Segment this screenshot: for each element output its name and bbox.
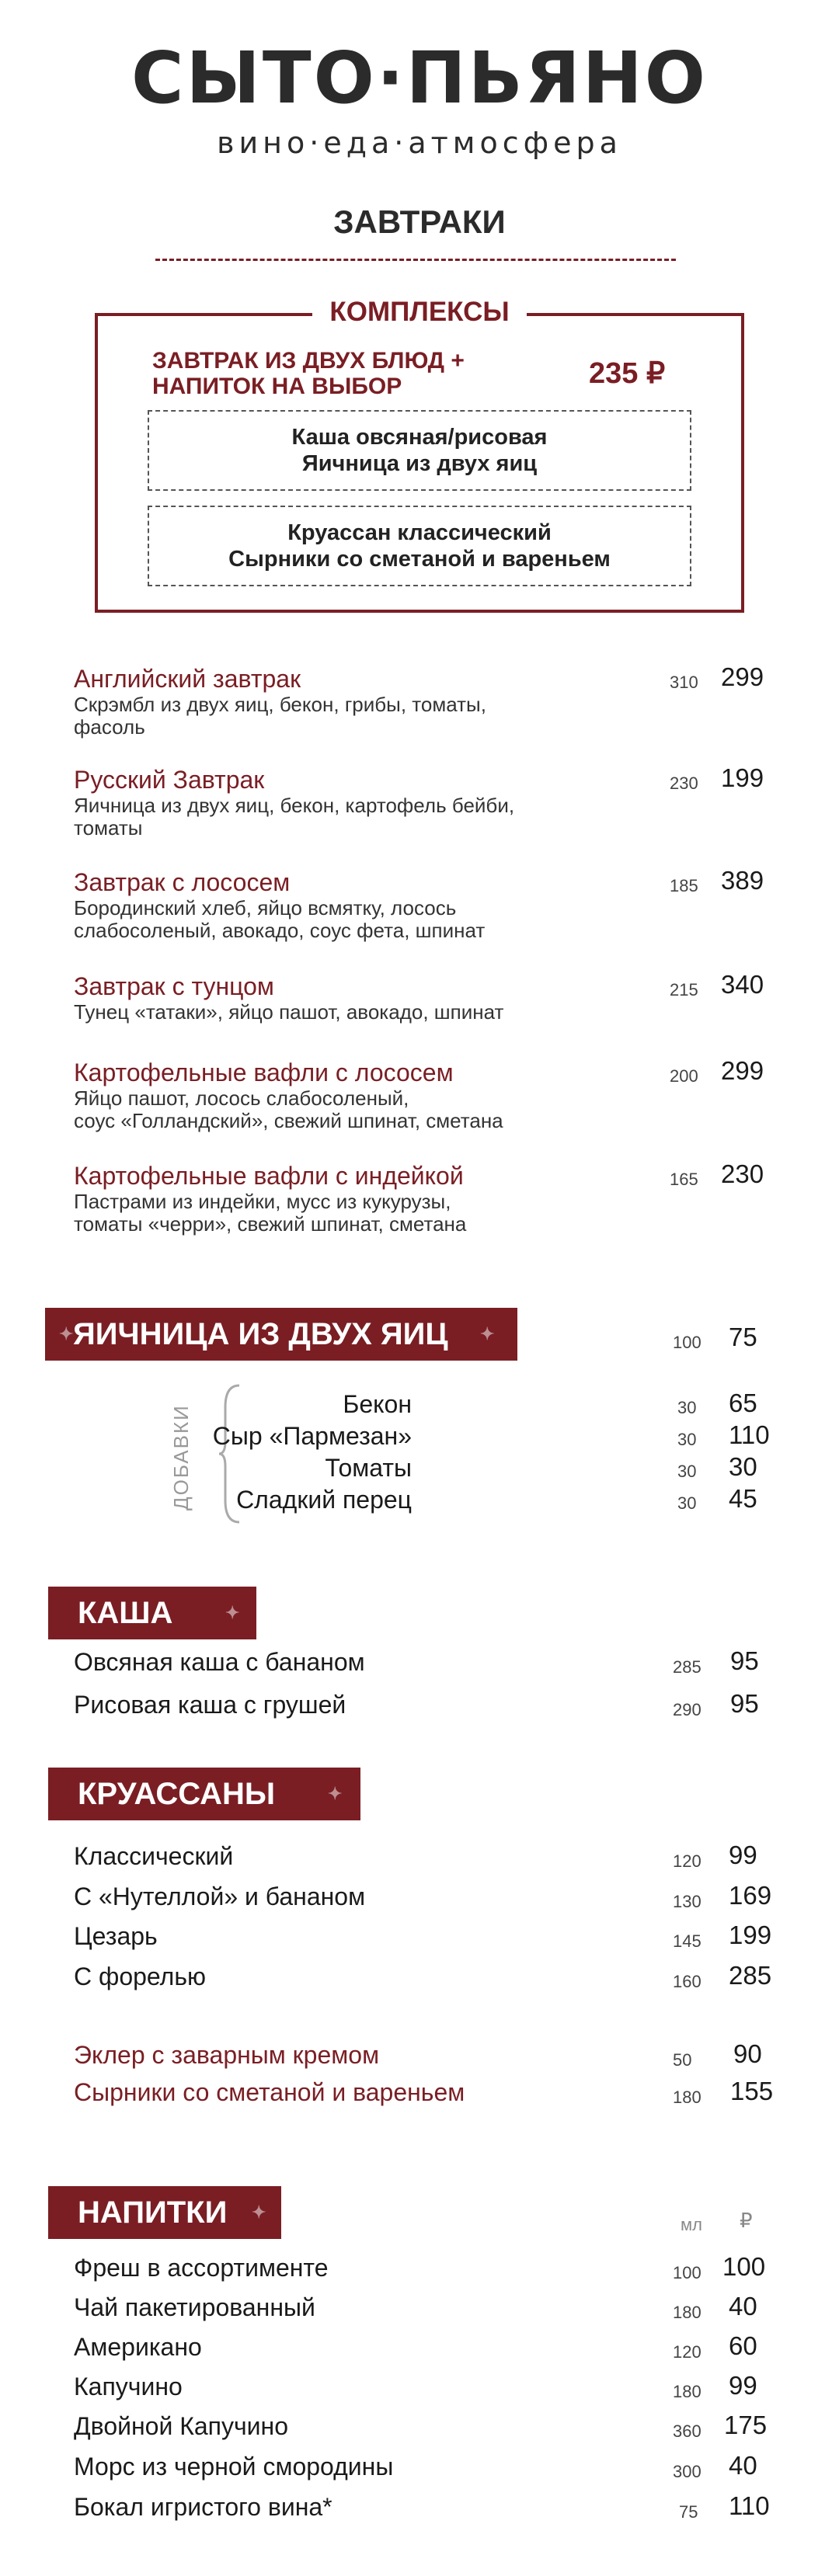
dish-description: Скрэмбл из двух яиц, бекон, грибы, томаты, фасоль <box>74 693 486 739</box>
addon-name: Томаты <box>325 1454 412 1482</box>
item-price: 95 <box>730 1689 759 1718</box>
dish-description: Бородинский хлеб, яйцо всмятку, лосось слабосоленый, авокадо, соус фета, шпинат <box>74 896 486 942</box>
item-price: 60 <box>729 2331 757 2360</box>
menu-item-name: Морс из черной смородины <box>74 2453 394 2480</box>
menu-item-name: Овсяная каша с бананом <box>74 1648 365 1676</box>
menu-item-name: Сырники со сметаной и вареньем <box>74 2078 465 2106</box>
section-title: КАША <box>78 1596 173 1630</box>
dish-weight: 185 <box>670 876 698 895</box>
section-banner-drinks <box>48 2186 281 2239</box>
menu-item-name: Капучино <box>74 2373 183 2400</box>
addon-price: 65 <box>729 1389 757 1417</box>
menu-item-name: Классический <box>74 1842 234 1870</box>
dish-description: Яйцо пашот, лосось слабосоленый, соус «Голландский», свежий шпинат, сметана <box>74 1086 503 1132</box>
item-volume: 180 <box>673 2382 701 2401</box>
dish-name: Картофельные вафли с лососем <box>74 1059 454 1086</box>
dish-weight: 310 <box>670 673 698 692</box>
menu-item-name: Американо <box>74 2333 202 2361</box>
item-volume: 180 <box>673 2303 701 2322</box>
combo-price: 235 ₽ <box>589 357 666 390</box>
dish-name: Английский завтрак <box>74 665 301 693</box>
item-weight: 145 <box>673 1931 701 1951</box>
addon-weight: 30 <box>677 1430 697 1449</box>
combo-title: КОМПЛЕКСЫ <box>0 297 839 328</box>
unit-ml: мл <box>681 2215 702 2234</box>
decor-icon: ✦ <box>480 1324 495 1344</box>
addon-weight: 30 <box>677 1462 697 1481</box>
dish-weight: 200 <box>670 1066 698 1086</box>
dish-weight: 215 <box>670 980 698 999</box>
dish-name: Завтрак с лососем <box>74 868 291 896</box>
addon-weight: 30 <box>677 1398 697 1417</box>
combo-option: Круассан классический Сырники со сметаной и вареньем <box>148 506 691 586</box>
unit-currency: ₽ <box>740 2209 753 2232</box>
addons-label: ДОБАВКИ <box>169 1404 193 1510</box>
dish-price: 340 <box>721 970 764 999</box>
item-price: 169 <box>729 1881 772 1910</box>
menu-item-name: С «Нутеллой» и бананом <box>74 1882 366 1910</box>
item-weight: 50 <box>673 2050 692 2070</box>
menu-item-name: Двойной Капучино <box>74 2412 288 2440</box>
item-price: 40 <box>729 2451 757 2480</box>
menu-item-name: Эклер с заварным кремом <box>74 2041 380 2069</box>
dish-price: 199 <box>721 763 764 792</box>
item-volume: 300 <box>673 2462 701 2481</box>
menu-item-name: Цезарь <box>74 1922 158 1950</box>
item-price: 285 <box>729 1961 772 1990</box>
item-weight: 180 <box>673 2088 701 2107</box>
dish-weight: 165 <box>670 1170 698 1189</box>
combo-option: Каша овсяная/рисовая Яичница из двух яиц <box>148 410 691 491</box>
item-weight: 120 <box>673 1851 701 1871</box>
decor-icon: ✦ <box>328 1784 343 1803</box>
section-title: ЯИЧНИЦА ИЗ ДВУХ ЯИЦ <box>73 1317 448 1351</box>
addon-price: 110 <box>729 1420 770 1449</box>
section-banner-croissants <box>48 1768 360 1820</box>
item-weight: 130 <box>673 1892 701 1911</box>
item-price: 155 <box>730 2077 774 2105</box>
item-volume: 100 <box>673 2263 701 2282</box>
dish-name: Русский Завтрак <box>74 766 265 794</box>
item-price: 99 <box>729 1841 757 1869</box>
logo: СЫТО·ПЬЯНО <box>131 37 708 120</box>
dish-name: Картофельные вафли с индейкой <box>74 1162 464 1190</box>
item-price: 199 <box>729 1921 772 1949</box>
item-volume: 360 <box>673 2421 701 2441</box>
addon-weight: 30 <box>677 1493 697 1513</box>
item-volume: 75 <box>679 2502 698 2522</box>
menu-item-name: Бокал игристого вина* <box>74 2493 332 2521</box>
dish-name: Завтрак с тунцом <box>74 972 274 1000</box>
section-banner-eggs <box>45 1308 517 1361</box>
menu-item-name: С форелью <box>74 1962 206 1990</box>
item-price: 99 <box>729 2371 757 2400</box>
dish-price: 299 <box>721 662 764 691</box>
menu-item-name: Чай пакетированный <box>74 2293 315 2321</box>
page-title: ЗАВТРАКИ <box>333 203 506 240</box>
item-price: 100 <box>722 2252 766 2281</box>
tagline: вино·еда·атмосфера <box>217 126 622 160</box>
decor-icon: ✦ <box>225 1603 240 1622</box>
combo-description: ЗАВТРАК ИЗ ДВУХ БЛЮД + НАПИТОК НА ВЫБОР <box>152 348 465 399</box>
item-weight: 160 <box>673 1972 701 1991</box>
dish-weight: 230 <box>670 773 698 793</box>
item-price: 90 <box>733 2039 762 2068</box>
item-price: 175 <box>724 2411 768 2439</box>
item-price: 95 <box>730 1646 759 1675</box>
dish-price: 75 <box>729 1323 757 1351</box>
dish-description: Пастрами из индейки, мусс из кукурузы, томаты «черри», свежий шпинат, сметана <box>74 1190 467 1236</box>
dish-price: 230 <box>721 1159 764 1188</box>
title-divider <box>155 259 676 261</box>
addon-name: Сладкий перец <box>236 1486 412 1514</box>
dish-description: Тунец «татаки», яйцо пашот, авокадо, шпинат <box>74 1000 504 1024</box>
item-weight: 290 <box>673 1700 701 1719</box>
dish-price: 389 <box>721 866 764 895</box>
dish-price: 299 <box>721 1056 764 1085</box>
item-price: 40 <box>729 2292 757 2320</box>
menu-item-name: Фреш в ассортименте <box>74 2254 329 2282</box>
item-volume: 120 <box>673 2342 701 2362</box>
section-title: НАПИТКИ <box>78 2195 228 2230</box>
decor-icon: ✦ <box>252 2202 266 2222</box>
addon-name: Сыр «Пармезан» <box>212 1422 412 1450</box>
dish-weight: 100 <box>673 1333 701 1352</box>
addon-name: Бекон <box>343 1390 412 1418</box>
item-price: 110 <box>729 2491 770 2520</box>
addon-price: 30 <box>729 1452 757 1481</box>
item-weight: 285 <box>673 1657 701 1677</box>
dish-description: Яичница из двух яиц, бекон, картофель бейби, томаты <box>74 794 515 840</box>
section-title: КРУАССАНЫ <box>78 1777 276 1811</box>
section-banner-porridge <box>48 1587 256 1639</box>
decor-icon: ✦ <box>59 1324 74 1344</box>
menu-item-name: Рисовая каша с грушей <box>74 1691 346 1719</box>
addon-price: 45 <box>729 1484 757 1513</box>
